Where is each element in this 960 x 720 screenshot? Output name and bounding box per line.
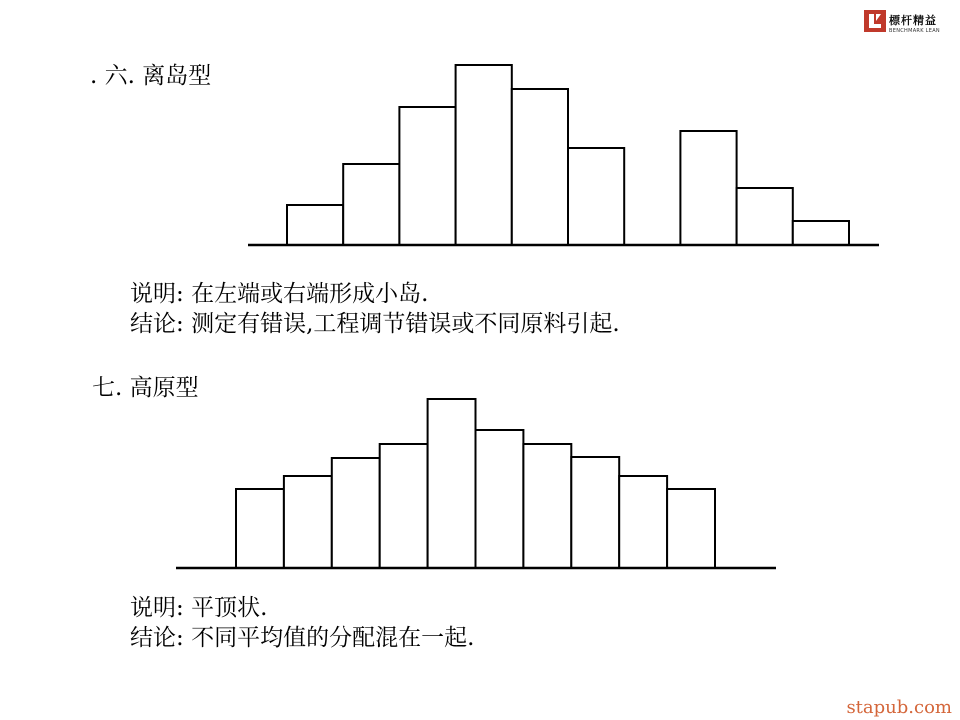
histogram-bar <box>737 188 793 245</box>
explanation-label: 说明 <box>130 281 176 307</box>
conclusion-text: 测定有错误,工程调节错误或不同原料引起. <box>191 311 620 337</box>
watermark-text: stapub.com <box>846 697 952 718</box>
colon-separator: : <box>176 311 192 337</box>
colon-separator: : <box>176 281 192 307</box>
logo-text-en: BENCHMARK LEAN <box>889 28 940 34</box>
explanation-label: 说明 <box>130 595 176 621</box>
conclusion-text: 不同平均值的分配混在一起. <box>191 625 475 651</box>
histogram-bar <box>399 107 455 245</box>
explanation-text: 在左端或右端形成小岛. <box>191 281 429 307</box>
conclusion-label: 结论 <box>130 625 176 651</box>
histogram-bar <box>619 476 667 568</box>
histogram-bar <box>568 148 624 245</box>
explanation-text: 平顶状. <box>191 595 268 621</box>
plateau-histogram <box>176 399 776 568</box>
histogram-bar <box>343 164 399 245</box>
histogram-bar <box>287 205 343 245</box>
histogram-bar <box>793 221 849 245</box>
conclusion-label: 结论 <box>130 311 176 337</box>
histogram-bar <box>571 457 619 568</box>
histogram-bar <box>428 399 476 568</box>
isolated-island-histogram <box>248 65 879 245</box>
logo-text-cn: 標杆精益 <box>889 14 937 27</box>
section-2-heading: 七. 高原型 <box>92 375 199 401</box>
histogram-bar <box>523 444 571 568</box>
histogram-bar <box>512 89 568 245</box>
colon-separator: : <box>176 595 192 621</box>
histogram-bar <box>380 444 428 568</box>
histogram-bar <box>236 489 284 568</box>
histogram-bar <box>456 65 512 245</box>
section-1-heading: . 六. 离岛型 <box>90 63 212 89</box>
histogram-bar <box>680 131 736 245</box>
histogram-bar <box>332 458 380 568</box>
histogram-bar <box>476 430 524 568</box>
colon-separator: : <box>176 625 192 651</box>
histogram-bar <box>667 489 715 568</box>
histogram-bar <box>284 476 332 568</box>
